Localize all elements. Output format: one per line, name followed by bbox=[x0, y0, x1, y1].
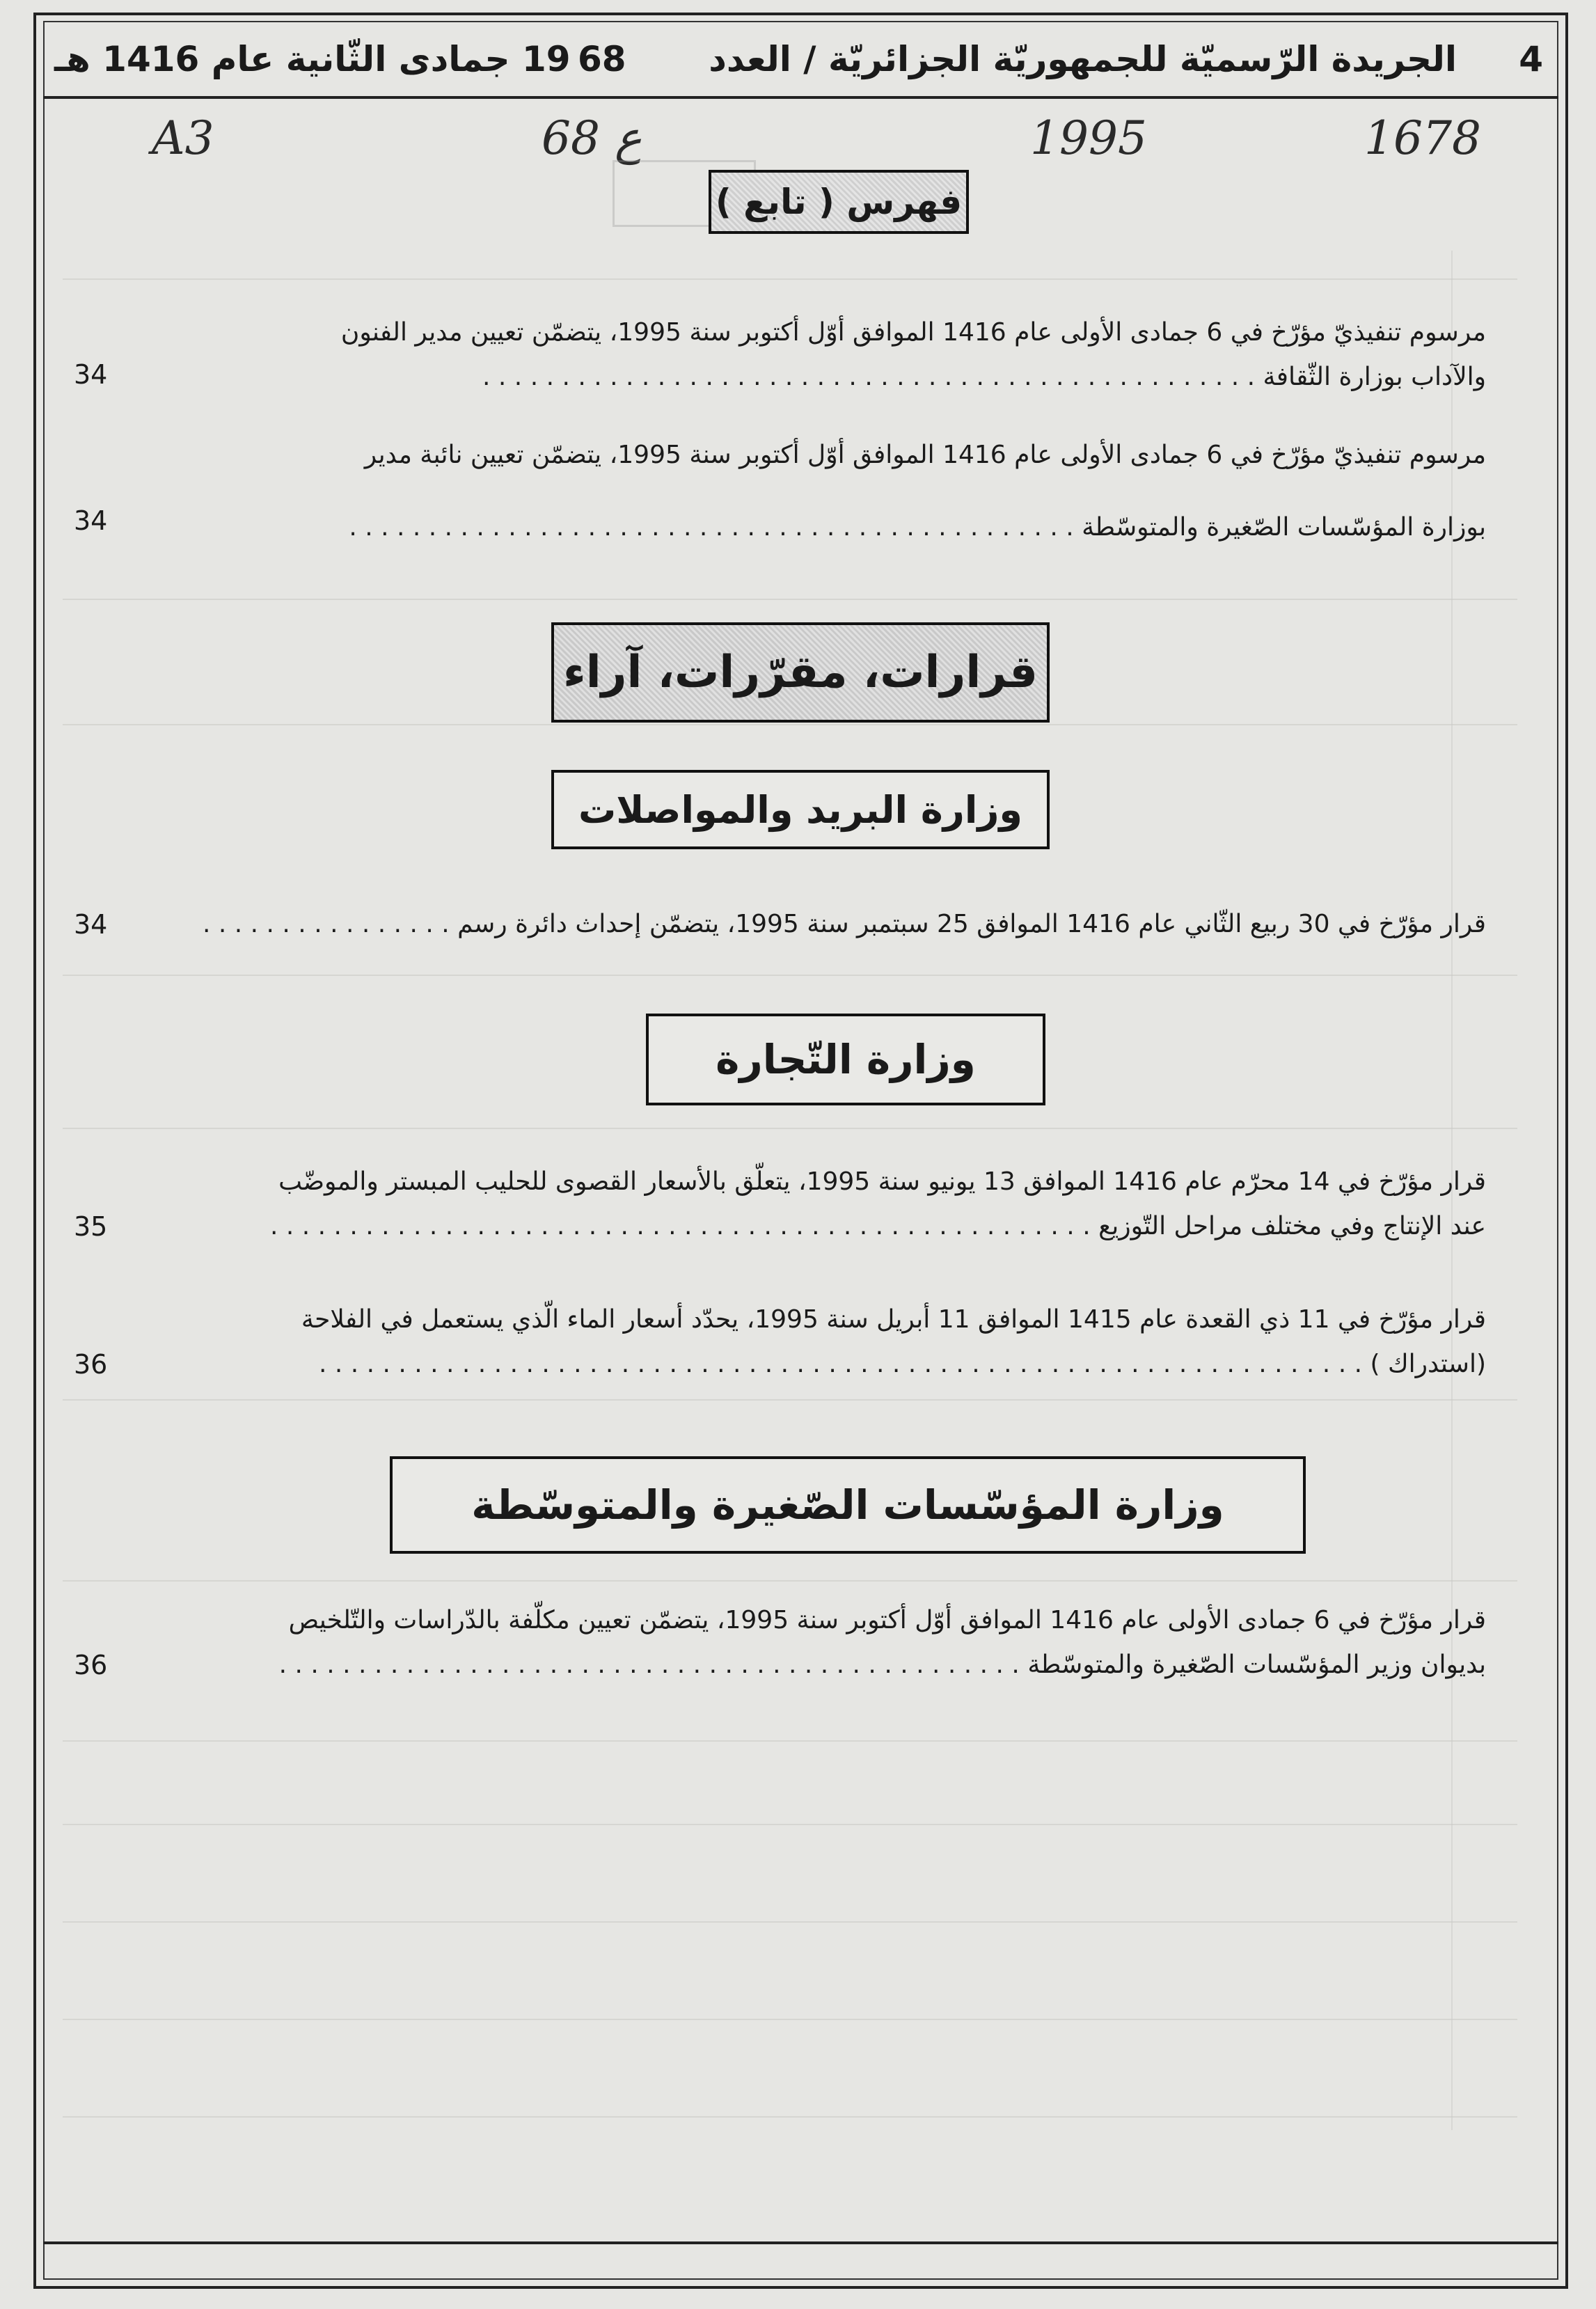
entry-page-number: 34 bbox=[74, 909, 108, 940]
entry-decree-arts-director bbox=[70, 310, 1486, 400]
section-decisions-title: قرارات، مقرّرات، آراء bbox=[563, 647, 1038, 698]
show-through-line bbox=[63, 1824, 1517, 1825]
bottom-rule bbox=[43, 2241, 1558, 2244]
entry-line: قرار مؤرّخ في 6 جمادى الأولى عام 1416 الموافق أوّل أكتوبر سنة 1995، يتضمّن تعيين مكلّفة بالدّراسات والتّلخيص bbox=[288, 1606, 1486, 1634]
section-decisions-box bbox=[551, 622, 1050, 723]
handwritten-ref-left: A3 bbox=[152, 111, 214, 165]
entry-line: والآداب بوزارة الثّقافة . . . . . . . . . . . . . . . . . . . . . . . . . . . . . . . . . . . . . . . . . . . . . . . . . bbox=[482, 363, 1486, 391]
entry-line: عند الإنتاج وفي مختلف مراحل التّوزيع . . . . . . . . . . . . . . . . . . . . . . . . . . . . . . . . . . . . . . . . . . . . . . . . . . . . bbox=[269, 1212, 1486, 1240]
show-through-line bbox=[63, 599, 1517, 600]
show-through-line bbox=[63, 1740, 1517, 1742]
show-through-line bbox=[63, 1128, 1517, 1129]
entry-line: مرسوم تنفيذيّ مؤرّخ في 6 جمادى الأولى عام 1416 الموافق أوّل أكتوبر سنة 1995، يتضمّن تعيين نائبة مدير bbox=[364, 441, 1486, 469]
entry-page-number: 35 bbox=[74, 1211, 108, 1242]
entry-page-number: 34 bbox=[74, 505, 108, 536]
entry-line: مرسوم تنفيذيّ مؤرّخ في 6 جمادى الأولى عام 1416 الموافق أوّل أكتوبر سنة 1995، يتضمّن تعيين مدير الفنون bbox=[340, 318, 1486, 347]
ministry-sme-title: وزارة المؤسّسات الصّغيرة والمتوسّطة bbox=[471, 1481, 1224, 1529]
handwritten-issue: 68 ع bbox=[542, 111, 642, 165]
ministry-commerce-box bbox=[646, 1014, 1045, 1105]
show-through-line bbox=[63, 1921, 1517, 1923]
index-title-box bbox=[709, 170, 969, 234]
entry-line: قرار مؤرّخ في 30 ربيع الثّاني عام 1416 الموافق 25 سبتمبر سنة 1995، يتضمّن إحداث دائرة رسم . . . . . . . . . . . . . . . . bbox=[202, 910, 1486, 938]
entry-sme-appointment bbox=[70, 1598, 1486, 1687]
header-date: 19 جمادى الثّانية عام 1416 هـ bbox=[54, 39, 571, 79]
header-page-number: 4 bbox=[1519, 39, 1543, 79]
entry-line: (استدراك ) . . . . . . . . . . . . . . . . . . . . . . . . . . . . . . . . . . . . . . . . . . . . . . . . . . . . . . . . . . . . . . . . . . bbox=[318, 1350, 1486, 1378]
entry-line: قرار مؤرّخ في 14 محرّم عام 1416 الموافق 13 يونيو سنة 1995، يتعلّق بالأسعار القصوى للحليب المبستر والموضّب bbox=[278, 1167, 1486, 1196]
entry-page-number: 36 bbox=[74, 1349, 108, 1380]
index-title: فهرس ( تابع ) bbox=[715, 182, 963, 222]
ministry-post-title: وزارة البريد والمواصلات bbox=[578, 787, 1022, 832]
entry-post-decision bbox=[70, 902, 1486, 947]
show-through-line bbox=[63, 1580, 1517, 1582]
ministry-sme-box bbox=[390, 1456, 1306, 1554]
show-through-line bbox=[63, 2116, 1517, 2118]
entry-line: بديوان وزير المؤسّسات الصّغيرة والمتوسّطة . . . . . . . . . . . . . . . . . . . . . . . . . . . . . . . . . . . . . . . . . . . . . . . bbox=[278, 1650, 1486, 1679]
show-through-line bbox=[63, 2019, 1517, 2020]
entry-page-number: 34 bbox=[74, 359, 108, 390]
handwritten-year: 1995 bbox=[1030, 111, 1147, 165]
entry-line: قرار مؤرّخ في 11 ذي القعدة عام 1415 الموافق 11 أبريل سنة 1995، يحدّد أسعار الماء الّذي يستعمل في الفلاحة bbox=[301, 1305, 1486, 1334]
show-through-line bbox=[63, 724, 1517, 725]
entry-page-number: 36 bbox=[74, 1650, 108, 1680]
show-through-line bbox=[63, 278, 1517, 280]
entry-water-prices bbox=[70, 1298, 1486, 1387]
entry-line: بوزارة المؤسّسات الصّغيرة والمتوسّطة . . . . . . . . . . . . . . . . . . . . . . . . . . . . . . . . . . . . . . . . . . . . . . bbox=[349, 513, 1486, 542]
ministry-post-box bbox=[551, 770, 1050, 849]
entry-milk-prices bbox=[70, 1160, 1486, 1249]
header-gazette-title: الجريدة الرّسميّة للجمهوريّة الجزائريّة / العدد bbox=[709, 39, 1457, 79]
ministry-commerce-title: وزارة التّجارة bbox=[716, 1036, 976, 1083]
header-issue-number: 68 bbox=[578, 39, 626, 79]
entry-decree-deputy-director bbox=[70, 433, 1486, 550]
handwritten-ref-right: 1678 bbox=[1364, 111, 1481, 165]
show-through-line bbox=[63, 975, 1517, 976]
show-through-line bbox=[63, 1399, 1517, 1401]
